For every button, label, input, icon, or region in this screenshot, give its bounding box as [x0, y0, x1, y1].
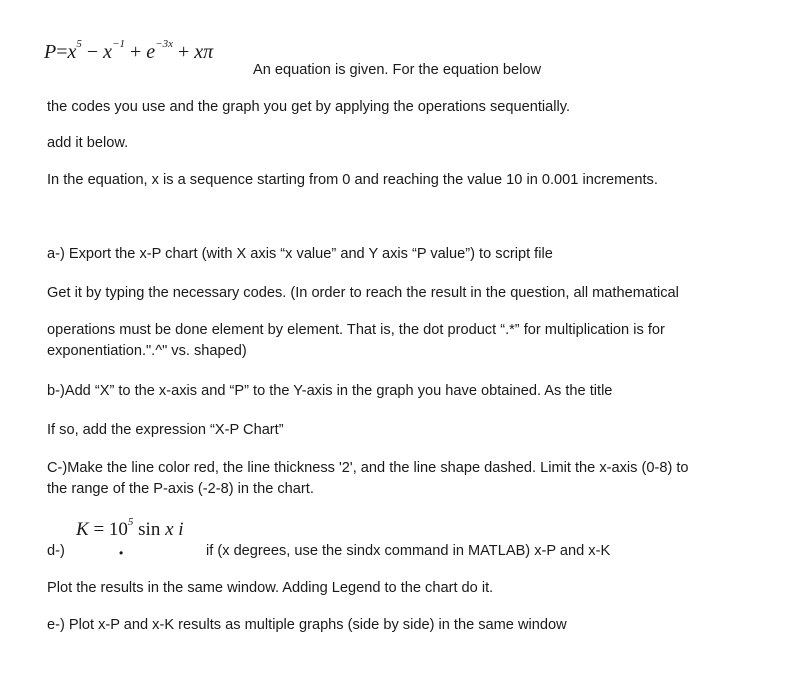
part-a-line-2: Get it by typing the necessary codes. (In order to reach the result in the question, all mathematical: [47, 285, 679, 301]
decorative-dot: •: [119, 546, 124, 560]
part-d-text: if (x degrees, use the sindx command in MATLAB) x-P and x-K: [206, 543, 611, 559]
part-c-line-2: the range of the P-axis (-2-8) in the chart.: [47, 481, 314, 497]
eq-term-xpi: xπ: [194, 41, 214, 63]
intro-line-1: An equation is given. For the equation below: [253, 62, 542, 78]
part-d-line-2: Plot the results in the same window. Adding Legend to the chart do it.: [47, 580, 494, 596]
main-equation: $P=x^5 - x^{-1} + e^{-3x} + x\pi$: [44, 38, 214, 63]
eq-exp-neg3x: −3x: [155, 38, 173, 50]
eq-func: sin: [138, 519, 161, 540]
part-a-line-3: operations must be done element by element. That is, the dot product “.*” for multiplication is for: [47, 322, 665, 338]
eq-coef: 10: [108, 519, 128, 540]
eq-term-x: x: [67, 41, 77, 63]
intro-line-4: In the equation, x is a sequence starting from 0 and reaching the value 10 in 0.001 increments.: [47, 172, 658, 188]
intro-line-2: the codes you use and the graph you get by applying the operations sequentially.: [47, 99, 571, 115]
eq-term-e: e: [146, 41, 156, 63]
part-a-line-1: a-) Export the x-P chart (with X axis “x value” and Y axis “P value”) to script file: [47, 246, 553, 262]
intro-line-3: add it below.: [47, 135, 129, 151]
part-e-line-1: e-) Plot x-P and x-K results as multiple graphs (side by side) in the same window: [47, 617, 567, 633]
eq-coef-exp: 5: [127, 516, 134, 528]
part-b-line-1: b-)Add “X” to the x-axis and “P” to the Y-axis in the graph you have obtained. As the title: [47, 383, 613, 399]
part-b-line-2: If so, add the expression “X-P Chart”: [47, 422, 284, 438]
eq-term-x2: x: [103, 41, 113, 63]
part-c-line-1: C-)Make the line color red, the line thickness '2', and the line shape dashed. Limit the x-axis (0-8) to: [47, 460, 689, 476]
equation-lhs: P: [44, 41, 57, 63]
part-d-label: d-): [47, 543, 65, 559]
part-d-equation: $K = 10^5$ sin x i: [76, 516, 184, 540]
part-a-line-4: exponentiation.".^" vs. shaped): [47, 343, 247, 359]
eq-k: K: [76, 519, 89, 540]
eq-arg: x i: [165, 519, 184, 540]
eq-exp-neg1: −1: [112, 38, 125, 50]
eq-exp-5: 5: [76, 38, 82, 50]
